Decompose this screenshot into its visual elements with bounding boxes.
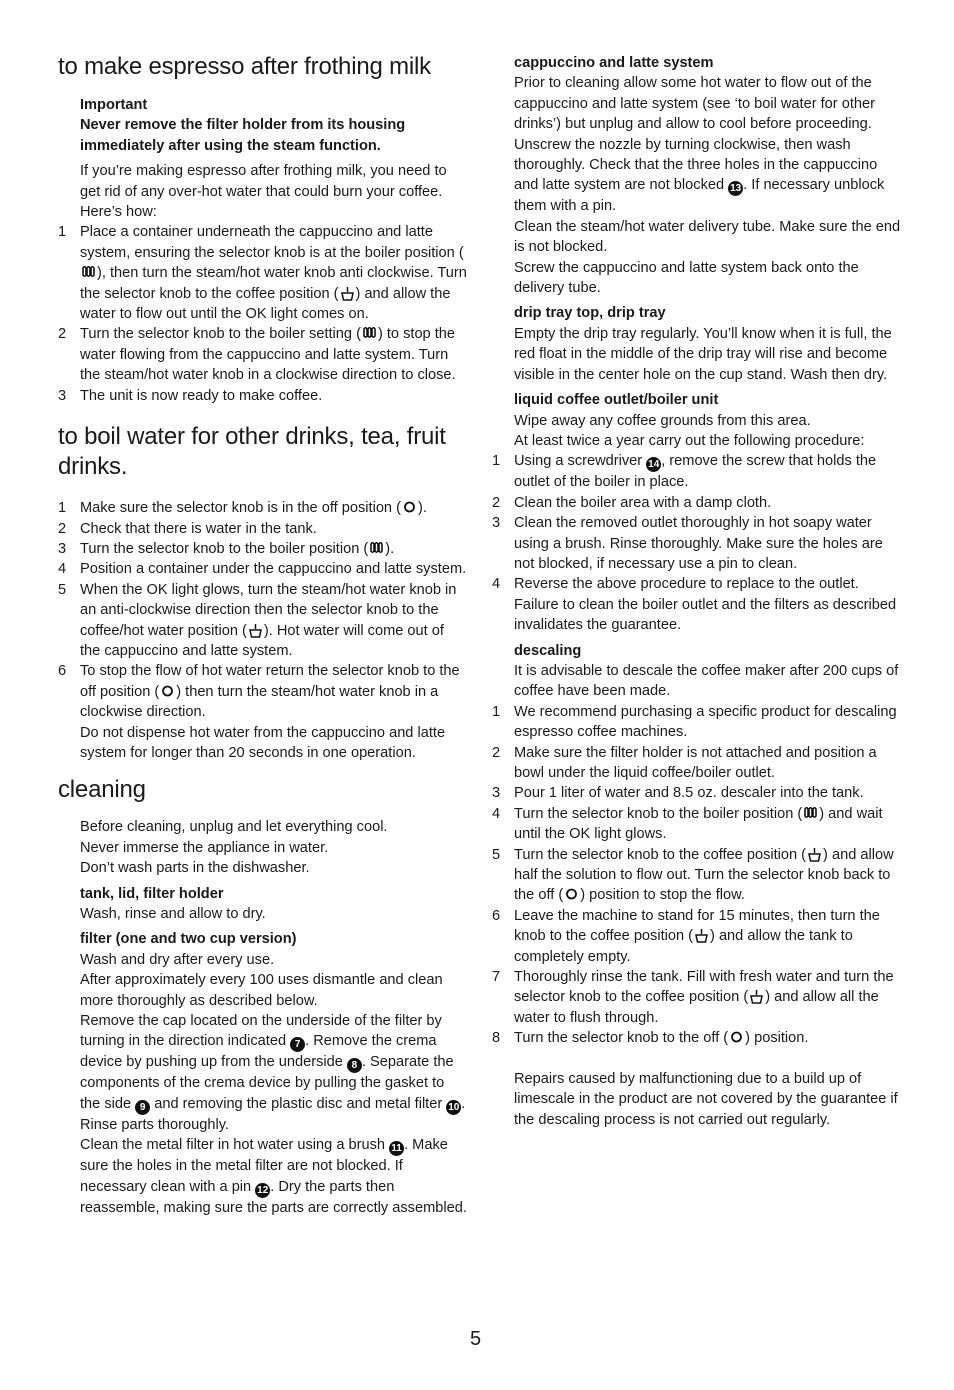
liquid-text-2: At least twice a year carry out the following procedure: bbox=[514, 432, 865, 449]
callout-12: 12 bbox=[257, 1184, 269, 1196]
list-item: 3 Pour 1 liter of water and 8.5 oz. descaler into the tank. bbox=[492, 785, 864, 802]
coffee-icon bbox=[695, 929, 708, 943]
callout-10: 10 bbox=[448, 1101, 460, 1113]
subheading-tank: tank, lid, filter holder bbox=[80, 885, 224, 902]
callout-8: 8 bbox=[347, 1058, 362, 1073]
espresso-intro: If you’re making espresso after frothing milk, you need to get rid of any over-hot water that could burn your coffee. Here’s how: bbox=[80, 163, 447, 221]
cappuccino-text-1: Prior to cleaning allow some hot water to flow out of the cappuccino and latte system (see ‘to boil water for other drinks’) but unplug and allow to cool before proceeding. Unscrew the nozzle by turning clockwise, then wash thoroughly. Check that the three holes in the cappuccino and latte system are not blocked 13 . If necessary unblock them with a pin. bbox=[514, 75, 885, 215]
section-title-espresso: to make espresso after frothing milk bbox=[58, 53, 431, 80]
coffee-icon bbox=[249, 624, 262, 638]
callout-13: 13 bbox=[730, 183, 742, 195]
liquid-text-1: Wipe away any coffee grounds from this area. bbox=[514, 412, 811, 429]
section-title-boil-water: to boil water for other drinks, tea, fruit drinks. bbox=[58, 423, 446, 481]
list-item: 3 Turn the selector knob to the boiler position ( ). bbox=[58, 540, 395, 557]
drip-tray-text: Empty the drip tray regularly. You’ll know when it is full, the red float in the middle of the drip tray will rise and become visible in the center hole on the cup stand. Wash then dry. bbox=[514, 325, 892, 383]
list-item: 2 Make sure the filter holder is not attached and position a bowl under the liquid coffee/boiler outlet. bbox=[492, 744, 877, 781]
list-item: 3 The unit is now ready to make coffee. bbox=[58, 387, 323, 404]
tank-text: Wash, rinse and allow to dry. bbox=[80, 906, 266, 922]
list-item: 1 Using a screwdriver 14 , remove the screw that holds the outlet of the boiler in place. bbox=[492, 453, 877, 491]
list-item: 1 Place a container underneath the cappuccino and latte system, ensuring the selector knob is at the boiler position (), then turn the steam/hot water knob anti clockwise. Turn the selector knob to the coffee position ( ) and allow the water to flow out until the OK light comes on. bbox=[58, 224, 467, 323]
descaling-intro: It is advisable to descale the coffee maker after 200 cups of coffee have been made. bbox=[514, 662, 899, 700]
subheading-cappuccino: cappuccino and latte system bbox=[514, 55, 714, 71]
coffee-icon bbox=[808, 848, 821, 862]
off-icon bbox=[161, 685, 174, 697]
important-warning: Never remove the filter holder from its housing immediately after using the steam function. bbox=[80, 117, 406, 154]
left-column bbox=[58, 50, 468, 1218]
off-icon bbox=[730, 1031, 743, 1043]
callout-11: 11 bbox=[389, 1141, 404, 1156]
off-icon bbox=[403, 501, 416, 513]
boiler-icon bbox=[363, 327, 376, 339]
list-item: 5 Turn the selector knob to the coffee position ( ) and allow half the solution to flow out. Turn the selector knob back to the off ( ) position to stop the flow. bbox=[492, 846, 894, 904]
list-item: 2 Turn the selector knob to the boiler setting ( ) to stop the water flowing from the cappuccino and latte system. Turn the steam/hot water knob in a clockwise direction to close. bbox=[58, 326, 456, 384]
cappuccino-text-2: Clean the steam/hot water delivery tube. Make sure the end is not blocked. bbox=[514, 218, 901, 256]
boiler-icon bbox=[804, 807, 817, 819]
coffee-icon bbox=[341, 287, 354, 301]
boiler-icon bbox=[82, 266, 95, 278]
callout-9: 9 bbox=[135, 1100, 150, 1115]
filter-text-1: Wash and dry after every use. bbox=[80, 951, 275, 968]
boiler-icon bbox=[370, 542, 383, 554]
right-column bbox=[492, 53, 902, 1130]
cleaning-intro-1: Before cleaning, unplug and let everything cool. bbox=[80, 819, 388, 836]
list-item: 2 Clean the boiler area with a damp cloth. bbox=[492, 494, 772, 511]
subheading-filter: filter (one and two cup version) bbox=[80, 931, 297, 948]
cleaning-intro-2: Never immerse the appliance in water. bbox=[80, 839, 329, 856]
cappuccino-text-3: Screw the cappuccino and latte system back onto the delivery tube. bbox=[514, 259, 859, 297]
filter-text-3: Remove the cap located on the underside of the filter by turning in the direction indicated 7 . Remove the crema device by pushing up from the underside 8 . Separate the components of the crema device by pulling the gasket to the side 9 and removing the plastic disc and metal filter 10 . Rinse parts thoroughly. bbox=[80, 1013, 466, 1133]
subheading-drip-tray: drip tray top, drip tray bbox=[514, 305, 666, 322]
page-number: 5 bbox=[470, 1328, 482, 1350]
list-item: 5 When the OK light glows, turn the steam/hot water knob in an anti-clockwise direction then the selector knob to the coffee/hot water position ( ). Hot water will come out of the cappuccino and latte system. bbox=[58, 581, 457, 659]
off-icon bbox=[565, 888, 578, 900]
filter-text-4: Clean the metal filter in hot water using a brush 11 . Make sure the holes in the metal filter are not blocked. If necessary clean with a pin 12 . Dry the parts then reassemble, making sure the parts are correctly assembled. bbox=[80, 1137, 467, 1216]
list-item: 3 Clean the removed outlet thoroughly in hot soapy water using a brush. Rinse thoroughly. Make sure the holes are not blocked, if necessary use a pin to clean. bbox=[492, 515, 883, 572]
callout-14: 14 bbox=[648, 459, 660, 471]
important-label: Important bbox=[80, 97, 148, 113]
boil-water-note: Do not dispense hot water from the cappuccino and latte system for longer than 20 seconds in one operation. bbox=[80, 724, 446, 761]
filter-text-2: After approximately every 100 uses dismantle and clean more thoroughly as described below. bbox=[80, 972, 443, 1009]
subheading-descaling: descaling bbox=[514, 642, 582, 659]
repairs-note: Repairs caused by malfunctioning due to a build up of limescale in the product are not covered by the guarantee if the descaling process is not carried out regularly. bbox=[514, 1070, 898, 1128]
coffee-icon bbox=[750, 990, 763, 1004]
cleaning-intro-3: Don’t wash parts in the dishwasher. bbox=[80, 860, 310, 877]
list-item: 1 Make sure the selector knob is in the off position ( ). bbox=[58, 500, 427, 517]
list-item: 4 Position a container under the cappuccino and latte system. bbox=[58, 561, 467, 578]
list-item: 6 Leave the machine to stand for 15 minutes, then turn the knob to the coffee position ( ) and allow the tank to completely empty. bbox=[492, 907, 880, 965]
callout-7: 7 bbox=[290, 1037, 305, 1052]
list-item: 8 Turn the selector knob to the off ( ) position. bbox=[492, 1030, 809, 1047]
guarantee-warning: Failure to clean the boiler outlet and the filters as described invalidates the guarantee. bbox=[514, 596, 897, 634]
list-item: 6 To stop the flow of hot water return the selector knob to the off position ( ) then turn the steam/hot water knob in a clockwise direction. bbox=[58, 663, 460, 721]
list-item: 4 Reverse the above procedure to replace to the outlet. bbox=[492, 576, 859, 593]
list-item: 2 Check that there is water in the tank. bbox=[58, 520, 317, 537]
list-item: 1 We recommend purchasing a specific product for descaling espresso coffee machines. bbox=[492, 703, 897, 741]
list-item: 7 Thoroughly rinse the tank. Fill with fresh water and turn the selector knob to the coffee position ( ) and allow all the water to flush through. bbox=[492, 969, 894, 1026]
subheading-liquid-outlet: liquid coffee outlet/boiler unit bbox=[514, 392, 719, 409]
section-title-cleaning: cleaning bbox=[58, 776, 146, 804]
list-item: 4 Turn the selector knob to the boiler position ( ) and wait until the OK light glows. bbox=[492, 805, 883, 843]
